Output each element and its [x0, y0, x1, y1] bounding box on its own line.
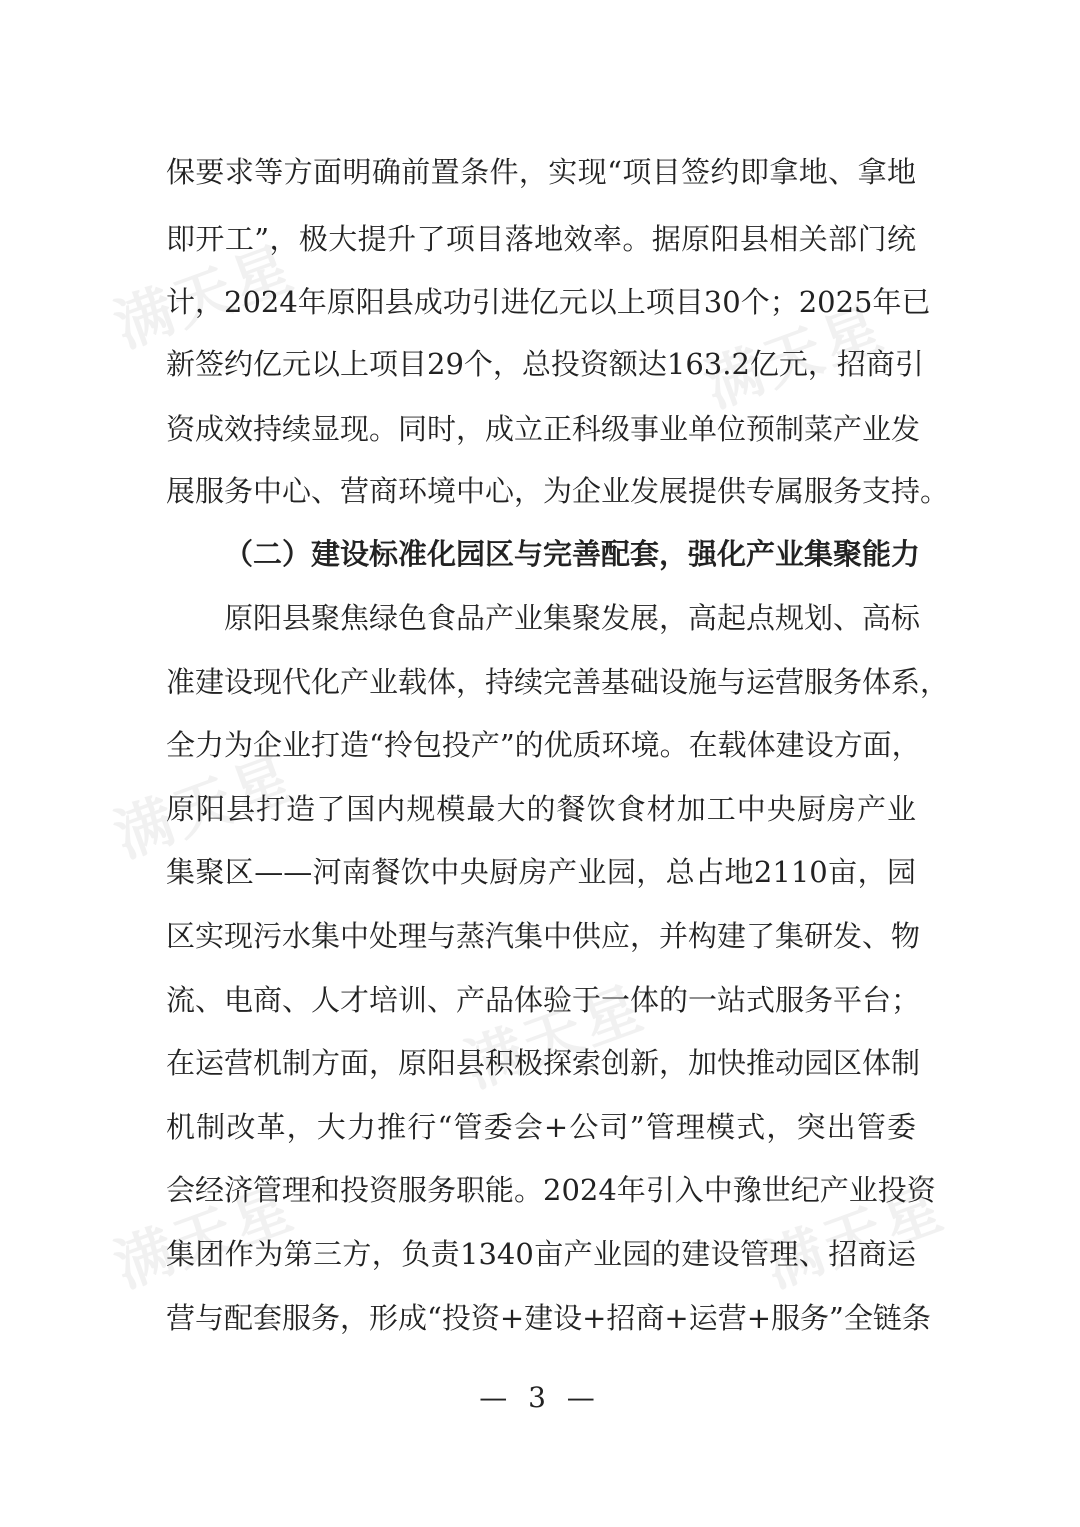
section-heading: （二）建设标准化园区与完善配套，强化产业集聚能力 [224, 537, 921, 571]
paragraph-line: 即开工”，极大提升了项目落地效率。据原阳县相关部门统 [166, 222, 916, 256]
paragraph-line: 计，2024年原阳县成功引进亿元以上项目30个；2025年已 [166, 285, 931, 319]
paragraph-line: 在运营机制方面，原阳县积极探索创新，加快推动园区体制 [166, 1046, 921, 1080]
paragraph-line: 准建设现代化产业载体，持续完善基础设施与运营服务体系， [166, 665, 950, 699]
paragraph-line: 原阳县聚焦绿色食品产业集聚发展，高起点规划、高标 [224, 601, 921, 635]
paragraph-line: 保要求等方面明确前置条件，实现“项目签约即拿地、拿地 [166, 155, 916, 189]
paragraph-line: 全力为企业打造“拎包投产”的优质环境。在载体建设方面， [166, 728, 921, 762]
paragraph-line: 集聚区——河南餐饮中央厨房产业园，总占地2110亩，园 [166, 855, 916, 889]
paragraph-line: 新签约亿元以上项目29个，总投资额达163.2亿元，招商引 [166, 347, 924, 381]
paragraph-line: 区实现污水集中处理与蒸汽集中供应，并构建了集研发、物 [166, 919, 921, 953]
paragraph-line: 原阳县打造了国内规模最大的餐饮食材加工中央厨房产业 [166, 792, 916, 826]
paragraph-line: 展服务中心、营商环境中心，为企业发展提供专属服务支持。 [166, 474, 950, 508]
watermark: 满天星 [755, 1172, 954, 1301]
watermark: 满天星 [695, 292, 894, 421]
paragraph-line: 营与配套服务，形成“投资+建设+招商+运营+服务”全链条 [166, 1301, 931, 1335]
paragraph-line: 集团作为第三方，负责1340亩产业园的建设管理、招商运 [166, 1237, 916, 1271]
watermark: 满天星 [455, 972, 654, 1101]
paragraph-line: 机制改革，大力推行“管委会+公司”管理模式，突出管委 [166, 1110, 916, 1144]
watermark: 满天星 [105, 232, 304, 361]
page-number: — 3 — [479, 1381, 601, 1414]
paragraph-line: 流、电商、人才培训、产品体验于一体的一站式服务平台； [166, 983, 921, 1017]
paragraph-line: 会经济管理和投资服务职能。2024年引入中豫世纪产业投资 [166, 1173, 936, 1207]
watermark: 满天星 [105, 1172, 304, 1301]
paragraph-line: 资成效持续显现。同时，成立正科级事业单位预制菜产业发 [166, 412, 921, 446]
watermark: 满天星 [105, 742, 304, 871]
